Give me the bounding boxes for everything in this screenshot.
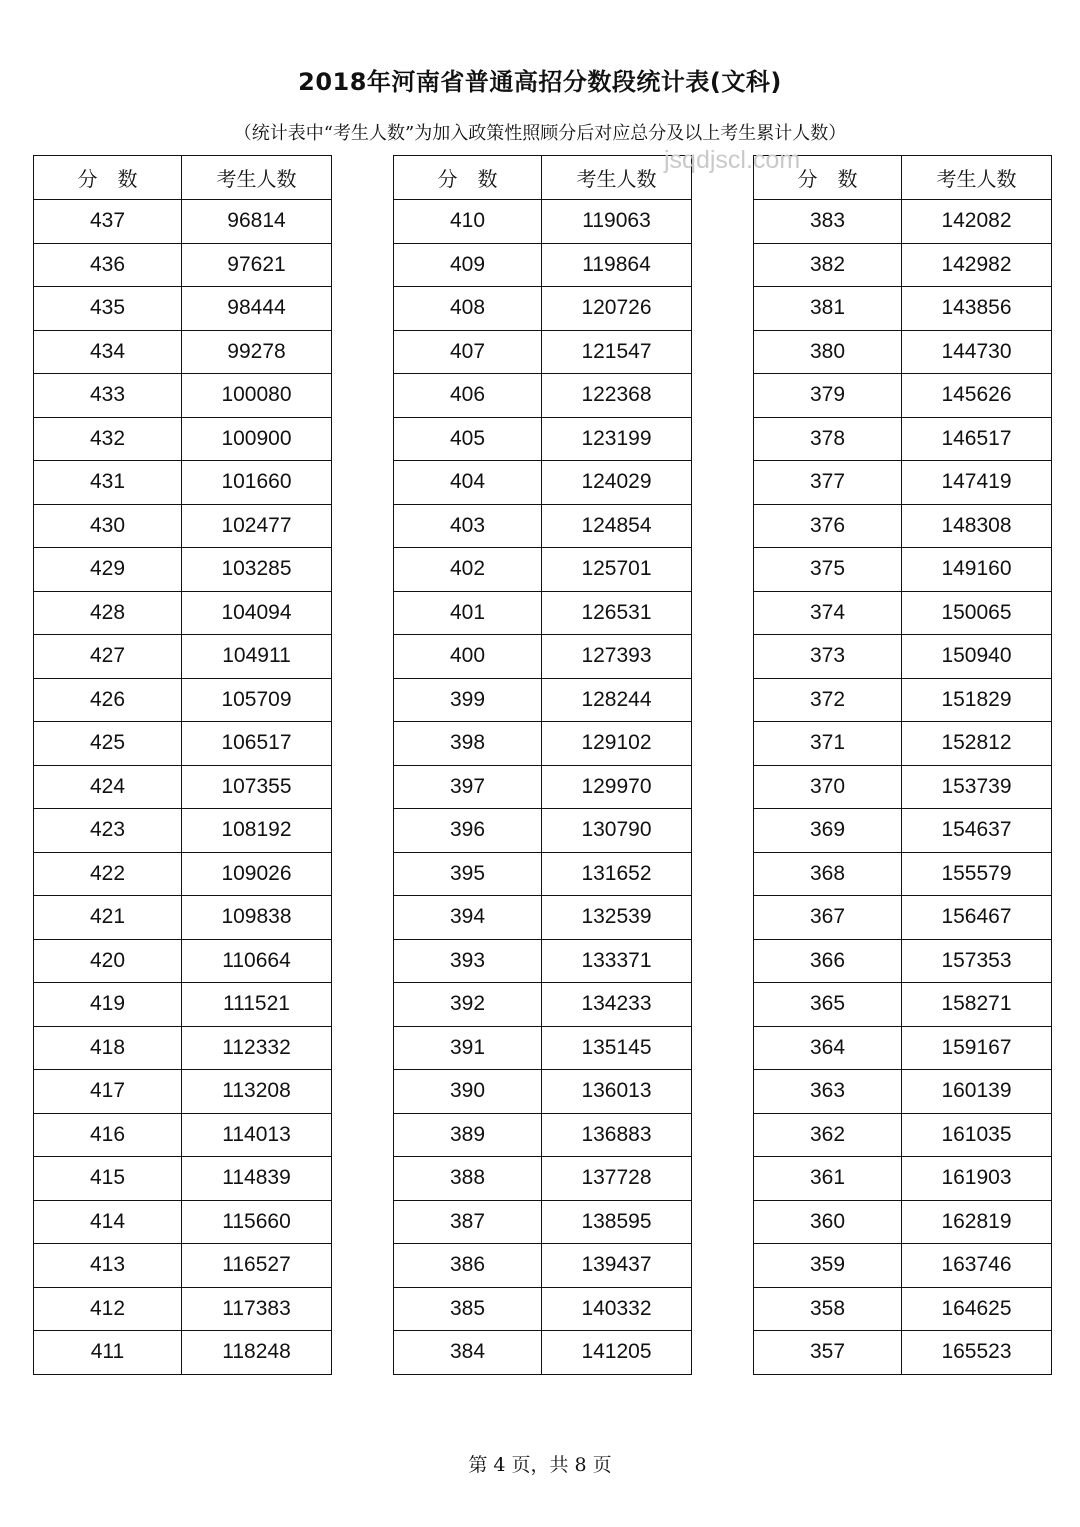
score-cell: 366 [754,939,902,983]
score-cell: 413 [34,1244,182,1288]
table-row [754,1113,1052,1157]
score-cell: 423 [34,809,182,853]
count-cell: 118248 [182,1331,332,1375]
score-cell: 363 [754,1070,902,1114]
count-cell: 99278 [182,330,332,374]
table-row [34,243,332,287]
header-score: 分 数 [754,156,902,200]
count-cell: 141205 [542,1331,692,1375]
score-cell: 402 [394,548,542,592]
score-cell: 414 [34,1200,182,1244]
table-row [754,461,1052,505]
table-row [754,330,1052,374]
count-cell: 164625 [902,1287,1052,1331]
score-cell: 387 [394,1200,542,1244]
score-cell: 428 [34,591,182,635]
table-row [394,983,692,1027]
count-cell: 119864 [542,243,692,287]
count-cell: 153739 [902,765,1052,809]
table-row [394,635,692,679]
table-row [34,678,332,722]
table-row [34,939,332,983]
score-cell: 379 [754,374,902,418]
score-cell: 359 [754,1244,902,1288]
score-cell: 373 [754,635,902,679]
count-cell: 98444 [182,287,332,331]
table-row [754,983,1052,1027]
watermark-text: jsqdjscl.com [664,146,801,174]
score-cell: 378 [754,417,902,461]
count-cell: 157353 [902,939,1052,983]
table-row [34,1026,332,1070]
count-cell: 140332 [542,1287,692,1331]
count-cell: 115660 [182,1200,332,1244]
score-cell: 370 [754,765,902,809]
score-cell: 416 [34,1113,182,1157]
table-row [34,374,332,418]
count-cell: 107355 [182,765,332,809]
score-cell: 405 [394,417,542,461]
count-cell: 116527 [182,1244,332,1288]
table-row [34,983,332,1027]
table-row [394,1331,692,1375]
score-cell: 383 [754,200,902,244]
count-cell: 125701 [542,548,692,592]
page-footer: 第 4 页，共 8 页 [468,1454,612,1476]
count-cell: 109838 [182,896,332,940]
count-cell: 104094 [182,591,332,635]
table-row [394,1157,692,1201]
count-cell: 137728 [542,1157,692,1201]
count-cell: 150940 [902,635,1052,679]
count-cell: 122368 [542,374,692,418]
count-cell: 128244 [542,678,692,722]
table-row [394,809,692,853]
score-cell: 394 [394,896,542,940]
score-cell: 369 [754,809,902,853]
score-cell: 362 [754,1113,902,1157]
score-cell: 420 [34,939,182,983]
score-cell: 409 [394,243,542,287]
count-cell: 148308 [902,504,1052,548]
table-row [34,287,332,331]
page-title: 2018年河南省普通高招分数段统计表(文科) [298,68,782,96]
table-body [34,200,332,1375]
table-row [394,461,692,505]
table-row [394,896,692,940]
score-cell: 372 [754,678,902,722]
table-row [34,1113,332,1157]
score-cell: 376 [754,504,902,548]
count-cell: 134233 [542,983,692,1027]
table-row [34,896,332,940]
table-row [394,1200,692,1244]
score-cell: 432 [34,417,182,461]
score-cell: 417 [34,1070,182,1114]
count-cell: 132539 [542,896,692,940]
header-count: 考生人数 [182,156,332,200]
score-cell: 357 [754,1331,902,1375]
count-cell: 113208 [182,1070,332,1114]
table-row [34,1287,332,1331]
score-cell: 388 [394,1157,542,1201]
table-row [34,330,332,374]
score-cell: 371 [754,722,902,766]
count-cell: 121547 [542,330,692,374]
score-cell: 391 [394,1026,542,1070]
header-count: 考生人数 [542,156,692,200]
table-row [34,1244,332,1288]
score-cell: 361 [754,1157,902,1201]
table-row [34,1157,332,1201]
count-cell: 123199 [542,417,692,461]
count-cell: 144730 [902,330,1052,374]
table-row [394,417,692,461]
score-cell: 393 [394,939,542,983]
score-cell: 407 [394,330,542,374]
count-cell: 158271 [902,983,1052,1027]
count-cell: 156467 [902,896,1052,940]
count-cell: 103285 [182,548,332,592]
table-row [34,765,332,809]
score-cell: 358 [754,1287,902,1331]
score-cell: 397 [394,765,542,809]
table-body [754,200,1052,1375]
score-cell: 412 [34,1287,182,1331]
score-cell: 430 [34,504,182,548]
table-row [394,287,692,331]
score-cell: 396 [394,809,542,853]
score-cell: 399 [394,678,542,722]
table-row [394,548,692,592]
count-cell: 127393 [542,635,692,679]
score-cell: 401 [394,591,542,635]
count-cell: 150065 [902,591,1052,635]
table-row [394,939,692,983]
count-cell: 120726 [542,287,692,331]
count-cell: 142082 [902,200,1052,244]
score-cell: 381 [754,287,902,331]
header-score: 分 数 [34,156,182,200]
table-row [394,504,692,548]
score-cell: 427 [34,635,182,679]
count-cell: 146517 [902,417,1052,461]
table-row [34,1331,332,1375]
score-cell: 422 [34,852,182,896]
count-cell: 154637 [902,809,1052,853]
count-cell: 124854 [542,504,692,548]
table-row [34,1200,332,1244]
count-cell: 100080 [182,374,332,418]
count-cell: 130790 [542,809,692,853]
table-row [34,635,332,679]
table-row [34,504,332,548]
table-row [394,1070,692,1114]
count-cell: 131652 [542,852,692,896]
count-cell: 117383 [182,1287,332,1331]
table-row [754,1070,1052,1114]
count-cell: 100900 [182,417,332,461]
table-row [754,809,1052,853]
count-cell: 151829 [902,678,1052,722]
table-row [754,591,1052,635]
table-row [754,287,1052,331]
table-row [754,1287,1052,1331]
table-row [34,722,332,766]
count-cell: 119063 [542,200,692,244]
count-cell: 114013 [182,1113,332,1157]
count-cell: 161903 [902,1157,1052,1201]
score-cell: 426 [34,678,182,722]
header-score: 分 数 [394,156,542,200]
table-row [394,1113,692,1157]
score-table-column-3 [753,155,1052,1375]
count-cell: 109026 [182,852,332,896]
table-row [394,243,692,287]
count-cell: 149160 [902,548,1052,592]
table-row [754,200,1052,244]
table-row [394,591,692,635]
table-row [34,852,332,896]
table-row [754,635,1052,679]
score-cell: 398 [394,722,542,766]
table-row [34,200,332,244]
table-row [754,722,1052,766]
score-cell: 411 [34,1331,182,1375]
table-row [394,374,692,418]
table-row [754,1331,1052,1375]
score-cell: 429 [34,548,182,592]
count-cell: 126531 [542,591,692,635]
score-cell: 385 [394,1287,542,1331]
count-cell: 102477 [182,504,332,548]
count-cell: 129970 [542,765,692,809]
count-cell: 161035 [902,1113,1052,1157]
count-cell: 160139 [902,1070,1052,1114]
score-table-column-1 [33,155,332,1375]
table-row [754,1200,1052,1244]
score-cell: 424 [34,765,182,809]
table-row [754,939,1052,983]
table-body [394,200,692,1375]
table-row [394,852,692,896]
score-cell: 433 [34,374,182,418]
table-row [754,548,1052,592]
score-cell: 419 [34,983,182,1027]
score-cell: 425 [34,722,182,766]
score-cell: 367 [754,896,902,940]
score-cell: 382 [754,243,902,287]
count-cell: 114839 [182,1157,332,1201]
count-cell: 97621 [182,243,332,287]
table-header-row [394,156,692,200]
table-row [754,504,1052,548]
count-cell: 152812 [902,722,1052,766]
count-cell: 145626 [902,374,1052,418]
count-cell: 159167 [902,1026,1052,1070]
score-cell: 434 [34,330,182,374]
score-cell: 400 [394,635,542,679]
count-cell: 112332 [182,1026,332,1070]
table-row [394,1026,692,1070]
count-cell: 104911 [182,635,332,679]
table-row [34,809,332,853]
table-row [34,1070,332,1114]
table-header-row [34,156,332,200]
score-cell: 375 [754,548,902,592]
count-cell: 111521 [182,983,332,1027]
table-row [754,1026,1052,1070]
table-row [394,722,692,766]
count-cell: 162819 [902,1200,1052,1244]
table-row [394,678,692,722]
score-cell: 377 [754,461,902,505]
table-row [754,243,1052,287]
table-row [394,1287,692,1331]
score-table-column-2 [393,155,692,1375]
score-cell: 374 [754,591,902,635]
count-cell: 136013 [542,1070,692,1114]
table-row [754,374,1052,418]
table-row [754,1157,1052,1201]
table-row [394,200,692,244]
table-row [34,591,332,635]
count-cell: 165523 [902,1331,1052,1375]
table-row [394,765,692,809]
count-cell: 155579 [902,852,1052,896]
count-cell: 101660 [182,461,332,505]
score-cell: 386 [394,1244,542,1288]
table-row [394,1244,692,1288]
score-cell: 390 [394,1070,542,1114]
score-cell: 436 [34,243,182,287]
score-cell: 418 [34,1026,182,1070]
page-subtitle: （统计表中“考生人数”为加入政策性照顾分后对应总分及以上考生累计人数） [233,123,847,144]
table-row [34,461,332,505]
count-cell: 136883 [542,1113,692,1157]
score-cell: 431 [34,461,182,505]
table-row [394,330,692,374]
count-cell: 129102 [542,722,692,766]
score-cell: 368 [754,852,902,896]
score-cell: 408 [394,287,542,331]
score-cell: 435 [34,287,182,331]
count-cell: 110664 [182,939,332,983]
score-cell: 392 [394,983,542,1027]
score-cell: 415 [34,1157,182,1201]
count-cell: 106517 [182,722,332,766]
table-row [754,765,1052,809]
score-cell: 404 [394,461,542,505]
count-cell: 139437 [542,1244,692,1288]
count-cell: 96814 [182,200,332,244]
score-cell: 437 [34,200,182,244]
count-cell: 133371 [542,939,692,983]
header-count: 考生人数 [902,156,1052,200]
table-row [754,1244,1052,1288]
score-cell: 380 [754,330,902,374]
score-cell: 410 [394,200,542,244]
count-cell: 142982 [902,243,1052,287]
score-cell: 384 [394,1331,542,1375]
count-cell: 135145 [542,1026,692,1070]
table-row [34,548,332,592]
score-cell: 406 [394,374,542,418]
score-cell: 421 [34,896,182,940]
score-cell: 403 [394,504,542,548]
count-cell: 163746 [902,1244,1052,1288]
count-cell: 124029 [542,461,692,505]
count-cell: 105709 [182,678,332,722]
score-cell: 389 [394,1113,542,1157]
score-cell: 360 [754,1200,902,1244]
score-cell: 365 [754,983,902,1027]
table-row [754,417,1052,461]
table-row [754,896,1052,940]
table-row [754,678,1052,722]
count-cell: 143856 [902,287,1052,331]
count-cell: 147419 [902,461,1052,505]
count-cell: 138595 [542,1200,692,1244]
score-cell: 395 [394,852,542,896]
table-row [34,417,332,461]
table-row [754,852,1052,896]
score-cell: 364 [754,1026,902,1070]
count-cell: 108192 [182,809,332,853]
